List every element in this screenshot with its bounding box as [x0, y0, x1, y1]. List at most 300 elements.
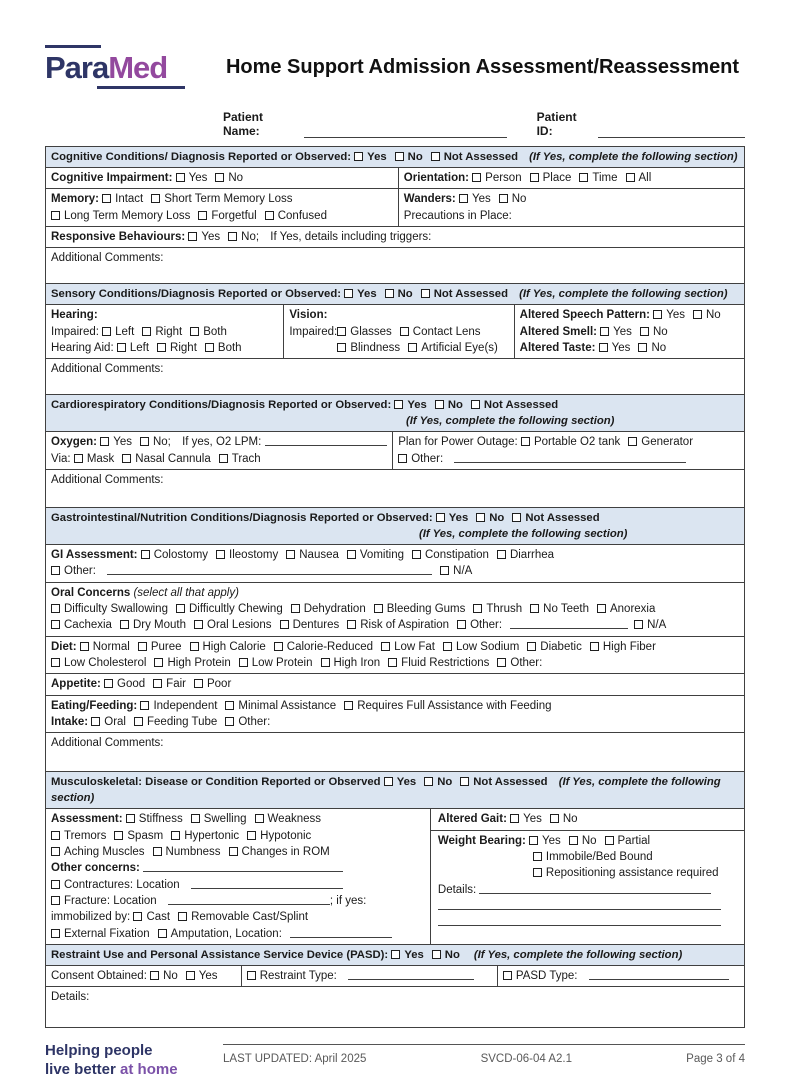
- checkbox[interactable]: [472, 173, 481, 182]
- checkbox[interactable]: [171, 831, 180, 840]
- write-in-line[interactable]: [438, 899, 721, 910]
- checkbox-label: Not Assessed: [525, 512, 600, 525]
- checkbox[interactable]: [347, 620, 356, 629]
- checkbox[interactable]: [51, 211, 60, 220]
- write-in-line[interactable]: [107, 564, 432, 575]
- checkbox[interactable]: [421, 289, 430, 298]
- checkbox-label: Intact: [115, 193, 144, 206]
- checkbox-label: No: [652, 325, 668, 338]
- checkbox-label: Contact Lens: [412, 325, 481, 338]
- checkbox-label: Poor: [206, 678, 232, 691]
- label-text: Altered Smell:: [519, 325, 601, 338]
- checkbox-item: [186, 970, 218, 982]
- checkbox[interactable]: [228, 232, 237, 241]
- checkbox[interactable]: [381, 642, 390, 651]
- checkbox[interactable]: [503, 971, 512, 980]
- checkbox-label: Low Fat: [394, 640, 435, 653]
- checkbox-label: High Calorie: [202, 640, 266, 653]
- checkbox[interactable]: [533, 868, 542, 877]
- form-cell: [46, 674, 744, 694]
- checkbox-item: [247, 830, 311, 842]
- checkbox-item: [141, 549, 208, 561]
- section-header-cardiorespiratory: [46, 395, 744, 431]
- checkbox-label: Oral Lesions: [207, 619, 272, 632]
- checkbox-label: No Teeth: [543, 603, 589, 616]
- write-in-line[interactable]: [168, 894, 330, 905]
- checkbox[interactable]: [51, 929, 60, 938]
- write-in-line[interactable]: [454, 452, 686, 463]
- checkbox[interactable]: [74, 454, 83, 463]
- checkbox[interactable]: [600, 327, 609, 336]
- checkbox[interactable]: [188, 232, 197, 241]
- checkbox-item: [605, 835, 651, 847]
- checkbox[interactable]: [176, 173, 185, 182]
- checkbox-item: [440, 565, 472, 577]
- checkbox-label: Yes: [201, 231, 221, 244]
- checkbox[interactable]: [473, 604, 482, 613]
- section-header-line: [51, 149, 739, 165]
- checkbox-item: [497, 657, 542, 669]
- checkbox[interactable]: [436, 513, 445, 522]
- checkbox[interactable]: [198, 211, 207, 220]
- form-row: [46, 247, 744, 283]
- label-text: (If Yes, complete the following section): [519, 288, 728, 301]
- spacer: [432, 573, 440, 574]
- checkbox[interactable]: [337, 343, 346, 352]
- checkbox[interactable]: [100, 437, 109, 446]
- checkbox-item: [471, 399, 558, 411]
- write-in-line[interactable]: [510, 618, 628, 629]
- checkbox[interactable]: [347, 550, 356, 559]
- checkbox-label: Yes: [666, 309, 685, 322]
- checkbox-item: [381, 641, 435, 653]
- checkbox-label: Requires Full Assistance with Feeding: [357, 699, 552, 712]
- checkbox[interactable]: [91, 717, 100, 726]
- label-text: Hearing:: [51, 309, 98, 322]
- form-cell: [46, 168, 398, 188]
- checkbox-item: [216, 549, 278, 561]
- checkbox-label: Hypotonic: [260, 829, 312, 842]
- write-in-line[interactable]: [348, 969, 474, 980]
- checkbox-label: Yes: [113, 436, 132, 449]
- checkbox[interactable]: [225, 717, 234, 726]
- checkbox[interactable]: [80, 642, 89, 651]
- checkbox-label: Vomiting: [359, 549, 404, 562]
- checkbox[interactable]: [126, 814, 135, 823]
- checkbox[interactable]: [150, 971, 159, 980]
- checkbox[interactable]: [216, 550, 225, 559]
- label-text: Other concerns:: [51, 862, 144, 875]
- checkbox-label: No;: [241, 231, 263, 244]
- label-text: Gastrointestinal/Nutrition Conditions/Diagnosis Reported or Observed:: [51, 512, 436, 525]
- checkbox[interactable]: [435, 400, 444, 409]
- checkbox[interactable]: [533, 852, 542, 861]
- checkbox[interactable]: [122, 454, 131, 463]
- checkbox[interactable]: [530, 604, 539, 613]
- checkbox-label: Low Protein: [251, 657, 313, 670]
- checkbox-label: Oral: [104, 716, 126, 729]
- label-text: (If Yes, complete the following section): [473, 949, 683, 962]
- checkbox-label: Left: [129, 342, 150, 355]
- checkbox-label: Removable Cast/Splint: [191, 911, 309, 924]
- checkbox-label: No: [705, 309, 721, 322]
- checkbox-item: [408, 342, 498, 354]
- checkbox[interactable]: [158, 929, 167, 938]
- checkbox[interactable]: [385, 289, 394, 298]
- checkbox[interactable]: [628, 437, 637, 446]
- label-text: Wanders:: [403, 193, 459, 206]
- checkbox-label: Fracture: Location: [64, 895, 160, 908]
- checkbox[interactable]: [140, 701, 149, 710]
- checkbox[interactable]: [527, 642, 536, 651]
- form-cell: [46, 733, 744, 771]
- checkbox-item: [412, 549, 489, 561]
- checkbox-label: Changes in ROM: [241, 846, 330, 859]
- checkbox-item: [140, 436, 174, 448]
- checkbox[interactable]: [460, 777, 469, 786]
- checkbox[interactable]: [140, 437, 149, 446]
- checkbox-label: Other:: [64, 565, 100, 578]
- checkbox[interactable]: [391, 950, 400, 959]
- checkbox[interactable]: [178, 912, 187, 921]
- checkbox-item: [579, 172, 617, 184]
- write-in-line[interactable]: [438, 915, 721, 926]
- section-header-line: [51, 774, 739, 806]
- checkbox-label: Yes: [396, 776, 417, 789]
- checkbox[interactable]: [225, 701, 234, 710]
- form-cell: [46, 432, 392, 469]
- checkbox[interactable]: [354, 152, 363, 161]
- checkbox-item: [265, 210, 327, 222]
- checkbox[interactable]: [255, 814, 264, 823]
- checkbox[interactable]: [142, 327, 151, 336]
- form-cell: [398, 168, 744, 188]
- checkbox[interactable]: [529, 836, 538, 845]
- checkbox[interactable]: [102, 194, 111, 203]
- write-in-line[interactable]: [290, 927, 392, 938]
- form-cell: [46, 305, 283, 358]
- checkbox-item: [194, 619, 272, 631]
- checkbox[interactable]: [374, 604, 383, 613]
- checkbox-label: Forgetful: [211, 209, 257, 222]
- checkbox-label: Trach: [231, 452, 261, 465]
- checkbox-label: Yes: [542, 834, 561, 847]
- write-in-line[interactable]: [265, 435, 387, 446]
- checkbox-label: No: [489, 512, 505, 525]
- checkbox-item: [337, 326, 392, 338]
- checkbox[interactable]: [138, 642, 147, 651]
- checkbox-label: Contractures: Location: [64, 878, 183, 891]
- checkbox[interactable]: [141, 550, 150, 559]
- checkbox-item: [51, 879, 183, 891]
- checkbox[interactable]: [499, 194, 508, 203]
- checkbox-label: Feeding Tube: [147, 716, 218, 729]
- form-row: [46, 732, 744, 771]
- checkbox[interactable]: [388, 658, 397, 667]
- write-in-line[interactable]: [191, 878, 343, 889]
- checkbox[interactable]: [102, 327, 111, 336]
- checkbox-item: [215, 172, 243, 184]
- checkbox[interactable]: [476, 513, 485, 522]
- checkbox[interactable]: [286, 550, 295, 559]
- checkbox-label: Person: [485, 172, 522, 185]
- checkbox[interactable]: [265, 211, 274, 220]
- checkbox[interactable]: [530, 173, 539, 182]
- checkbox[interactable]: [693, 310, 702, 319]
- logo-bottom-rule: [97, 86, 185, 89]
- checkbox[interactable]: [384, 777, 393, 786]
- checkbox-label: Other:: [238, 716, 271, 729]
- checkbox[interactable]: [191, 814, 200, 823]
- patient-name-field[interactable]: [304, 125, 507, 138]
- checkbox[interactable]: [431, 152, 440, 161]
- patient-name-label: Patient Name:: [223, 110, 264, 138]
- write-in-line[interactable]: [479, 883, 711, 894]
- checkbox[interactable]: [569, 836, 578, 845]
- checkbox[interactable]: [51, 658, 60, 667]
- checkbox[interactable]: [497, 658, 506, 667]
- checkbox[interactable]: [457, 620, 466, 629]
- page-title: Home Support Admission Assessment/Reassessment: [225, 55, 740, 78]
- checkbox-label: No: [562, 813, 578, 826]
- checkbox[interactable]: [274, 642, 283, 651]
- checkbox-item: [354, 151, 386, 163]
- checkbox[interactable]: [599, 343, 608, 352]
- checkbox-item: [51, 210, 190, 222]
- checkbox-item: [457, 619, 502, 631]
- checkbox-item: [190, 326, 227, 338]
- checkbox[interactable]: [471, 400, 480, 409]
- checkbox-label: Difficulty Swallowing: [64, 603, 168, 616]
- checkbox-label: High Fiber: [602, 640, 656, 653]
- checkbox[interactable]: [344, 701, 353, 710]
- checkbox[interactable]: [550, 814, 559, 823]
- form-row: [46, 167, 744, 188]
- checkbox[interactable]: [510, 814, 519, 823]
- checkbox[interactable]: [344, 289, 353, 298]
- checkbox-label: Other:: [510, 657, 543, 670]
- label-text: Cognitive Conditions/ Diagnosis Reported or Observed:: [51, 151, 355, 163]
- checkbox-item: [51, 846, 145, 858]
- checkbox-label: No: [447, 399, 463, 412]
- form-cell: [46, 809, 430, 944]
- checkbox-item: [435, 399, 463, 411]
- checkbox[interactable]: [157, 343, 166, 352]
- checkbox[interactable]: [291, 604, 300, 613]
- checkbox-item: [638, 342, 666, 354]
- section-header-gastrointestinal: [46, 508, 744, 544]
- checkbox[interactable]: [443, 642, 452, 651]
- checkbox-label: Stiffness: [138, 813, 183, 826]
- form-row: [46, 582, 744, 636]
- checkbox-label: Left: [115, 325, 135, 338]
- patient-id-field[interactable]: [598, 125, 745, 138]
- checkbox[interactable]: [432, 950, 441, 959]
- checkbox-label: Time: [592, 172, 618, 185]
- label-text: Details:: [437, 883, 480, 896]
- checkbox-item: [385, 288, 413, 300]
- checkbox[interactable]: [640, 327, 649, 336]
- checkbox[interactable]: [229, 847, 238, 856]
- checkbox[interactable]: [321, 658, 330, 667]
- checkbox-item: [190, 641, 266, 653]
- checkbox[interactable]: [133, 912, 142, 921]
- checkbox-item: [138, 641, 182, 653]
- checkbox[interactable]: [653, 310, 662, 319]
- checkbox[interactable]: [104, 679, 113, 688]
- checkbox[interactable]: [634, 620, 643, 629]
- form-row: [46, 544, 744, 582]
- checkbox[interactable]: [153, 847, 162, 856]
- checkbox-label: Other:: [411, 452, 447, 465]
- label-text: immobilized by:: [51, 911, 134, 924]
- section-gastrointestinal: [46, 507, 744, 771]
- checkbox-label: No;: [152, 436, 175, 449]
- checkbox[interactable]: [597, 604, 606, 613]
- checkbox-item: [51, 830, 106, 842]
- checkbox-item: [347, 549, 404, 561]
- label-text: Diet:: [51, 640, 80, 653]
- checkbox-item: [51, 619, 112, 631]
- checkbox-label: Not Assessed: [443, 151, 522, 163]
- checkbox[interactable]: [638, 343, 647, 352]
- checkbox[interactable]: [51, 831, 60, 840]
- checkbox-item: [286, 549, 339, 561]
- checkbox[interactable]: [521, 437, 530, 446]
- checkbox[interactable]: [176, 604, 185, 613]
- checkbox[interactable]: [151, 194, 160, 203]
- checkbox-item: [51, 928, 150, 940]
- label-text: Orientation:: [403, 172, 473, 185]
- label-text: GI Assessment:: [51, 549, 141, 562]
- document-code: SVCD-06-04 A2.1: [480, 1053, 572, 1066]
- checkbox-item: [122, 453, 210, 465]
- checkbox-item: [391, 949, 423, 961]
- checkbox[interactable]: [247, 831, 256, 840]
- label-text: Sensory Conditions/Diagnosis Reported or Observed:: [51, 288, 345, 301]
- section-sensory: [46, 283, 744, 394]
- checkbox-item: [459, 193, 491, 205]
- checkbox[interactable]: [154, 658, 163, 667]
- label-text: Altered Speech Pattern:: [519, 309, 654, 322]
- checkbox[interactable]: [512, 513, 521, 522]
- write-in-line[interactable]: [143, 861, 343, 872]
- form-row: [46, 965, 744, 986]
- checkbox-item: [205, 342, 242, 354]
- form-row: [46, 431, 744, 469]
- checkbox-label: Not Assessed: [473, 776, 551, 789]
- checkbox-label: Nausea: [299, 549, 339, 562]
- checkbox-item: [533, 867, 719, 879]
- checkbox-label: No: [444, 949, 460, 962]
- checkbox-item: [176, 603, 283, 615]
- form-row: [46, 695, 744, 733]
- checkbox[interactable]: [190, 327, 199, 336]
- checkbox[interactable]: [51, 896, 60, 905]
- checkbox-item: [194, 678, 231, 690]
- checkbox[interactable]: [134, 717, 143, 726]
- checkbox[interactable]: [412, 550, 421, 559]
- label-text: Oral Concerns: [51, 586, 134, 599]
- checkbox[interactable]: [626, 173, 635, 182]
- checkbox-label: Ileostomy: [229, 549, 279, 562]
- checkbox[interactable]: [239, 658, 248, 667]
- label-text: Precautions in Place:: [403, 209, 512, 222]
- checkbox[interactable]: [190, 642, 199, 651]
- checkbox[interactable]: [590, 642, 599, 651]
- checkbox[interactable]: [186, 971, 195, 980]
- checkbox[interactable]: [153, 679, 162, 688]
- checkbox[interactable]: [219, 454, 228, 463]
- checkbox-label: Yes: [523, 813, 542, 826]
- checkbox-item: [134, 716, 217, 728]
- checkbox[interactable]: [605, 836, 614, 845]
- checkbox[interactable]: [459, 194, 468, 203]
- checkbox-item: [599, 342, 631, 354]
- checkbox[interactable]: [280, 620, 289, 629]
- checkbox-item: [344, 288, 376, 300]
- label-text: Impaired:: [289, 325, 338, 338]
- checkbox[interactable]: [408, 343, 417, 352]
- checkbox[interactable]: [51, 847, 60, 856]
- checkbox[interactable]: [395, 152, 404, 161]
- write-in-line[interactable]: [589, 969, 729, 980]
- checkbox[interactable]: [440, 566, 449, 575]
- last-updated-text: LAST UPDATED: April 2025: [223, 1053, 367, 1066]
- checkbox[interactable]: [398, 454, 407, 463]
- checkbox-item: [344, 700, 551, 712]
- checkbox-label: Yes: [407, 399, 427, 412]
- checkbox[interactable]: [51, 604, 60, 613]
- checkbox-label: All: [638, 172, 652, 185]
- checkbox[interactable]: [194, 679, 203, 688]
- checkbox-label: Yes: [367, 151, 387, 163]
- checkbox-label: Dry Mouth: [132, 619, 186, 632]
- checkbox-item: [91, 716, 126, 728]
- checkbox[interactable]: [337, 327, 346, 336]
- checkbox-item: [472, 172, 521, 184]
- checkbox[interactable]: [497, 550, 506, 559]
- checkbox[interactable]: [424, 777, 433, 786]
- checkbox-item: [140, 700, 217, 712]
- checkbox[interactable]: [205, 343, 214, 352]
- checkbox[interactable]: [120, 620, 129, 629]
- checkbox-item: [104, 678, 145, 690]
- form-row: [46, 469, 744, 507]
- checkbox[interactable]: [400, 327, 409, 336]
- checkbox-item: [102, 326, 134, 338]
- checkbox[interactable]: [215, 173, 224, 182]
- checkbox[interactable]: [51, 620, 60, 629]
- checkbox-item: [400, 326, 481, 338]
- checkbox-item: [530, 603, 589, 615]
- checkbox[interactable]: [51, 566, 60, 575]
- checkbox[interactable]: [579, 173, 588, 182]
- checkbox[interactable]: [194, 620, 203, 629]
- checkbox-item: [499, 193, 527, 205]
- checkbox[interactable]: [117, 343, 126, 352]
- label-text: Weight Bearing:: [437, 834, 530, 847]
- checkbox-item: [178, 911, 308, 923]
- form-subcell: [431, 809, 744, 829]
- checkbox[interactable]: [114, 831, 123, 840]
- checkbox[interactable]: [51, 880, 60, 889]
- checkbox[interactable]: [247, 971, 256, 980]
- label-text: Additional Comments:: [51, 252, 164, 265]
- checkbox-item: [228, 231, 262, 243]
- checkbox-label: Immobile/Bed Bound: [545, 851, 653, 864]
- checkbox[interactable]: [394, 400, 403, 409]
